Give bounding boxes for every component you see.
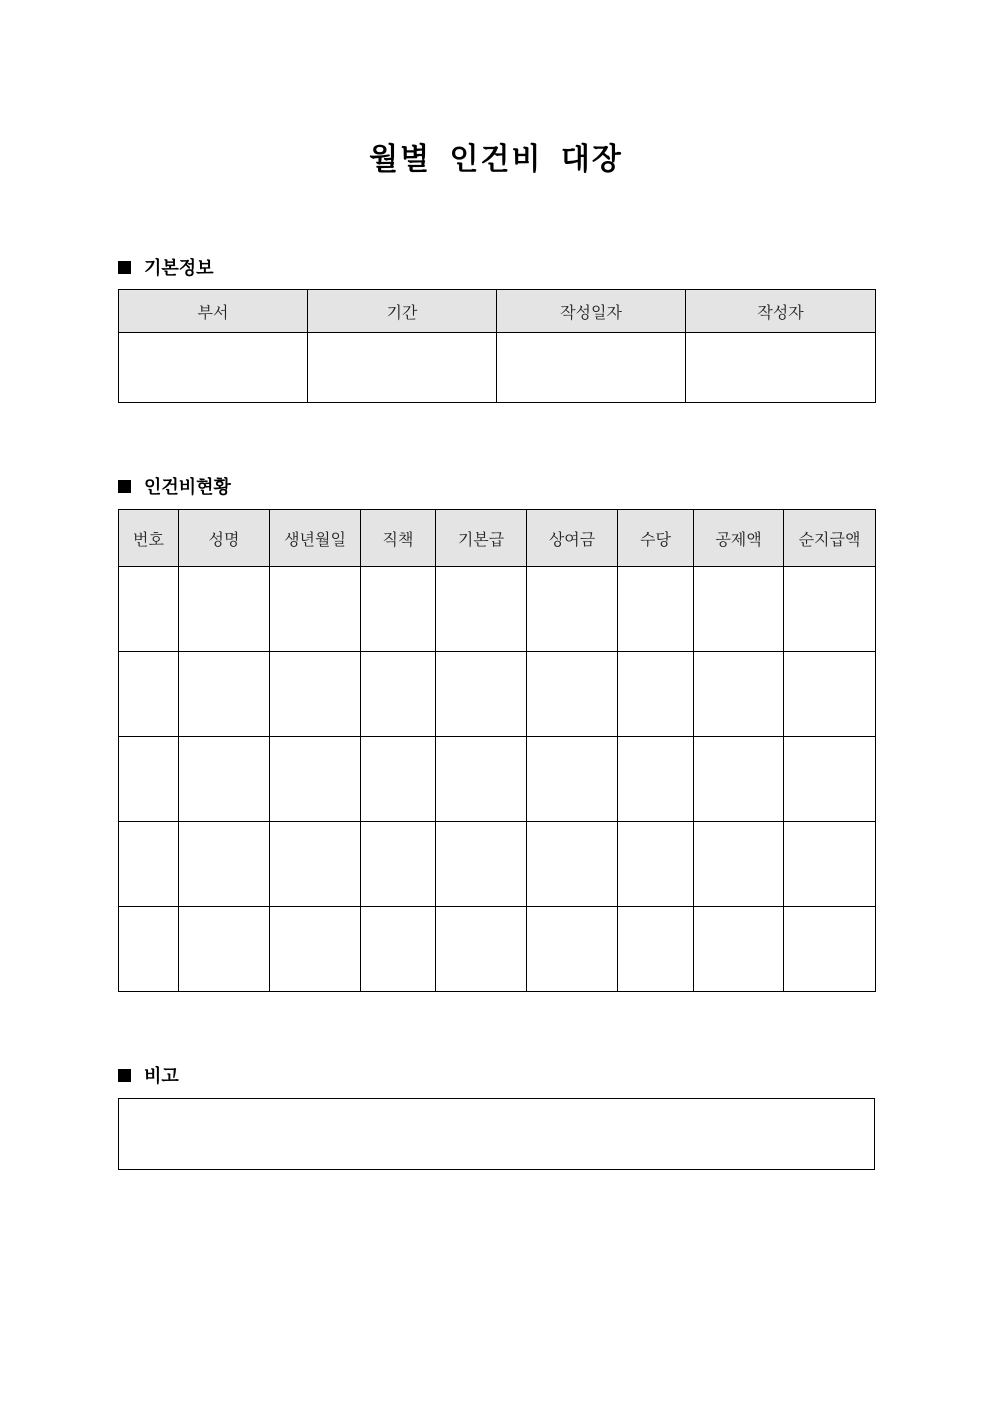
table-cell[interactable] — [527, 652, 618, 737]
table-cell[interactable] — [784, 737, 876, 822]
header-cell-net-pay: 순지급액 — [784, 510, 876, 567]
table-cell[interactable] — [179, 652, 270, 737]
table-cell[interactable] — [784, 567, 876, 652]
table-cell[interactable] — [119, 737, 179, 822]
table-cell[interactable] — [694, 907, 784, 992]
header-cell-author: 작성자 — [686, 290, 876, 333]
table-cell[interactable] — [179, 822, 270, 907]
table-cell[interactable] — [527, 567, 618, 652]
table-cell[interactable] — [784, 822, 876, 907]
table-cell[interactable] — [694, 737, 784, 822]
section-remarks — [118, 1062, 179, 1088]
header-cell-bonus: 상여금 — [527, 510, 618, 567]
header-cell-deduction: 공제액 — [694, 510, 784, 567]
table-cell[interactable] — [784, 907, 876, 992]
remarks-field[interactable] — [118, 1098, 875, 1170]
square-bullet-icon — [118, 261, 131, 274]
table-cell[interactable] — [436, 737, 527, 822]
table-cell[interactable] — [119, 822, 179, 907]
period-field[interactable] — [308, 333, 497, 403]
table-cell[interactable] — [527, 822, 618, 907]
table-cell[interactable] — [694, 822, 784, 907]
table-cell[interactable] — [436, 652, 527, 737]
header-row — [119, 290, 876, 333]
table-cell[interactable] — [436, 822, 527, 907]
header-cell-position: 직책 — [361, 510, 436, 567]
section-heading: 기본정보 — [144, 258, 214, 279]
table-cell[interactable] — [270, 907, 361, 992]
date-field[interactable] — [497, 333, 686, 403]
table-cell[interactable] — [618, 652, 694, 737]
department-field[interactable] — [119, 333, 308, 403]
table-cell[interactable] — [694, 652, 784, 737]
table-row — [119, 567, 876, 652]
basic-info-table — [118, 289, 876, 403]
header-cell-base-pay: 기본급 — [436, 510, 527, 567]
table-row — [119, 737, 876, 822]
header-row — [119, 510, 876, 567]
square-bullet-icon — [118, 1069, 131, 1082]
table-cell[interactable] — [618, 907, 694, 992]
table-cell[interactable] — [179, 907, 270, 992]
table-cell[interactable] — [784, 652, 876, 737]
table-cell[interactable] — [618, 822, 694, 907]
table-cell[interactable] — [270, 822, 361, 907]
table-cell[interactable] — [361, 907, 436, 992]
table-cell[interactable] — [270, 737, 361, 822]
table-cell[interactable] — [361, 652, 436, 737]
section-heading: 비고 — [144, 1066, 179, 1087]
table-cell[interactable] — [361, 567, 436, 652]
header-cell-name: 성명 — [179, 510, 270, 567]
table-cell[interactable] — [694, 567, 784, 652]
table-row — [119, 907, 876, 992]
document-title: 월별 인건비 대장 — [369, 142, 623, 177]
author-field[interactable] — [686, 333, 876, 403]
header-cell-department: 부서 — [119, 290, 308, 333]
table-cell[interactable] — [618, 567, 694, 652]
table-cell[interactable] — [527, 737, 618, 822]
table-cell[interactable] — [361, 737, 436, 822]
payroll-table — [118, 509, 876, 992]
table-cell[interactable] — [436, 907, 527, 992]
table-cell[interactable] — [179, 567, 270, 652]
table-cell[interactable] — [618, 737, 694, 822]
table-row — [119, 652, 876, 737]
table-cell[interactable] — [361, 822, 436, 907]
header-cell-date: 작성일자 — [497, 290, 686, 333]
table-row — [119, 822, 876, 907]
table-cell[interactable] — [270, 652, 361, 737]
table-cell[interactable] — [179, 737, 270, 822]
header-cell-period: 기간 — [308, 290, 497, 333]
section-basic-info — [118, 254, 214, 280]
table-cell[interactable] — [119, 567, 179, 652]
header-cell-allowance: 수당 — [618, 510, 694, 567]
table-cell[interactable] — [119, 907, 179, 992]
table-cell[interactable] — [270, 567, 361, 652]
header-cell-birthdate: 생년월일 — [270, 510, 361, 567]
value-row — [119, 333, 876, 403]
section-payroll — [118, 473, 231, 499]
table-cell[interactable] — [527, 907, 618, 992]
square-bullet-icon — [118, 480, 131, 493]
header-cell-no: 번호 — [119, 510, 179, 567]
section-heading: 인건비현황 — [144, 477, 231, 498]
table-cell[interactable] — [119, 652, 179, 737]
table-cell[interactable] — [436, 567, 527, 652]
